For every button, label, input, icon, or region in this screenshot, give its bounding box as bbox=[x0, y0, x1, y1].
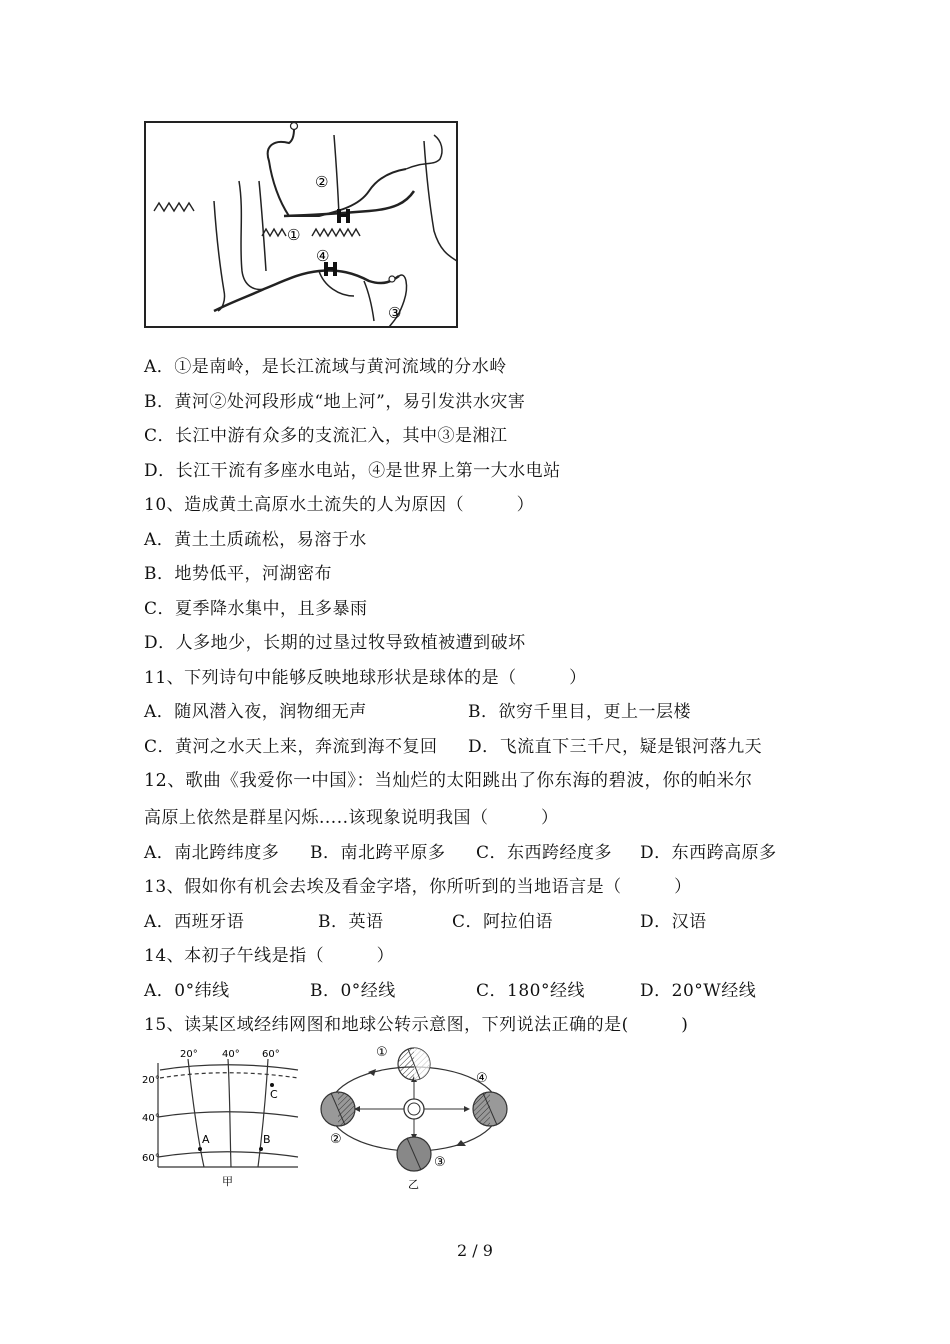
q12-option-b: B．南北跨平原多 bbox=[310, 843, 446, 863]
orbit-label-4: ④ bbox=[476, 1071, 488, 1086]
grid-lat-label-60: 60° bbox=[142, 1153, 160, 1164]
q14-option-a: A．0°纬线 bbox=[144, 981, 230, 1001]
orbit-label-2: ② bbox=[330, 1132, 342, 1147]
grid-point-b: B bbox=[263, 1133, 271, 1146]
grid-caption: 甲 bbox=[222, 1175, 233, 1188]
q9-option-c: C．长江中游有众多的支流汇入，其中③是湘江 bbox=[144, 426, 508, 446]
q11-option-d: D．飞流直下三千尺，疑是银河落九天 bbox=[468, 737, 763, 757]
q9-option-a: A．①是南岭，是长江流域与黄河流域的分水岭 bbox=[144, 357, 507, 377]
q13-option-d: D．汉语 bbox=[640, 912, 707, 932]
orbit-caption: 乙 bbox=[408, 1178, 419, 1191]
q11-option-b: B．欲穷千里目，更上一层楼 bbox=[468, 702, 691, 722]
q11-stem: 11、下列诗句中能够反映地球形状是球体的是（ ） bbox=[144, 668, 587, 688]
q9-option-b: B．黄河②处河段形成“地上河”，易引发洪水灾害 bbox=[144, 392, 526, 412]
q10-option-c: C．夏季降水集中，且多暴雨 bbox=[144, 599, 368, 619]
q10-option-d: D．人多地少，长期的过垦过牧导致植被遭到破坏 bbox=[144, 633, 526, 653]
q9-option-d: D．长江干流有多座水电站，④是世界上第一大水电站 bbox=[144, 461, 561, 481]
q14-option-d: D．20°W经线 bbox=[640, 981, 757, 1001]
orbit-label-1: ① bbox=[376, 1045, 388, 1060]
q15-stem: 15、读某区域经纬网图和地球公转示意图，下列说法正确的是( ) bbox=[144, 1015, 689, 1035]
q13-stem: 13、假如你有机会去埃及看金字塔，你所听到的当地语言是（ ） bbox=[144, 877, 692, 897]
q10-stem: 10、造成黄土高原水土流失的人为原因（ ） bbox=[144, 495, 535, 515]
grid-point-a: A bbox=[202, 1133, 210, 1146]
map-label-2: ② bbox=[315, 173, 329, 191]
grid-lon-label-20: 20° bbox=[180, 1049, 198, 1060]
q10-option-a: A．黄土土质疏松，易溶于水 bbox=[144, 530, 367, 550]
lat-lon-grid-figure bbox=[142, 1045, 304, 1190]
q11-option-c: C．黄河之水天上来，奔流到海不复回 bbox=[144, 737, 438, 757]
grid-lon-label-60: 60° bbox=[262, 1049, 280, 1060]
q14-option-c: C．180°经线 bbox=[476, 981, 585, 1001]
q14-stem: 14、本初子午线是指（ ） bbox=[144, 946, 395, 966]
q14-option-b: B．0°经线 bbox=[310, 981, 396, 1001]
map-label-1: ① bbox=[287, 226, 301, 244]
q11-option-a: A．随风潜入夜，润物细无声 bbox=[144, 702, 367, 722]
map-label-3: ③ bbox=[388, 304, 402, 322]
q12-option-c: C．东西跨经度多 bbox=[476, 843, 613, 863]
q10-option-b: B．地势低平，河湖密布 bbox=[144, 564, 332, 584]
map-label-4: ④ bbox=[316, 247, 330, 265]
river-map-figure bbox=[144, 121, 458, 328]
orbit-label-3: ③ bbox=[434, 1155, 446, 1170]
q13-option-b: B．英语 bbox=[318, 912, 384, 932]
q12-option-d: D．东西跨高原多 bbox=[640, 843, 777, 863]
earth-orbit-figure bbox=[316, 1042, 512, 1192]
grid-lat-label-20: 20° bbox=[142, 1075, 160, 1086]
grid-point-c: C bbox=[270, 1088, 278, 1101]
q13-option-c: C．阿拉伯语 bbox=[452, 912, 554, 932]
q12-stem-line2: 高原上依然是群星闪烁.....该现象说明我国（ ） bbox=[144, 808, 559, 828]
grid-lon-label-40: 40° bbox=[222, 1049, 240, 1060]
q12-stem-line1: 12、歌曲《我爱你一中国》：当灿烂的太阳跳出了你东海的碧波，你的帕米尔 bbox=[144, 771, 753, 791]
grid-lat-label-40: 40° bbox=[142, 1113, 160, 1124]
q13-option-a: A．西班牙语 bbox=[144, 912, 245, 932]
q12-option-a: A．南北跨纬度多 bbox=[144, 843, 280, 863]
page-number: 2 / 9 bbox=[457, 1241, 493, 1260]
